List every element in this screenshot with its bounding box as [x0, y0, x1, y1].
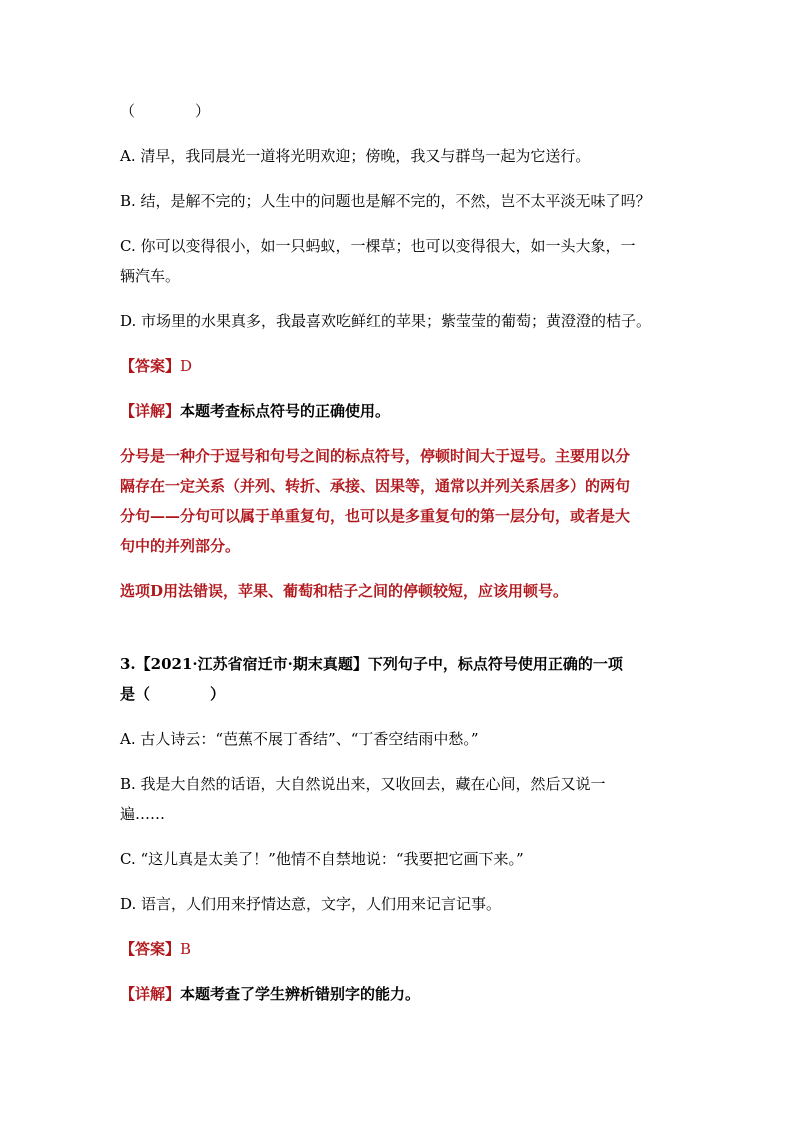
q2-detail-label: 【详解】 [120, 402, 181, 420]
q2-option-d-text: D. 市场里的水果真多，我最喜欢吃鲜红的苹果；紫莹莹的葡萄；黄澄澄的桔子。 [120, 312, 652, 330]
q2-answer-label: 【答案】 [120, 357, 181, 375]
q3-answer [120, 934, 680, 964]
q2-option-b-text: B. 结，是解不完的；人生中的问题也是解不完的，不然，岂不太平淡无味了吗？ [120, 192, 651, 210]
q2-option-c-line2: 辆汽车。 [120, 267, 181, 285]
q2-detail-text: 本题考查标点符号的正确使用。 [180, 402, 391, 420]
q3-answer-value: B [180, 940, 192, 958]
q3-stem [120, 649, 680, 709]
q2-explanation-line-3: 分句——分句可以属于单重复句，也可以是多重复句的第一层分句，或者是大 [120, 507, 631, 525]
q2-explanation-line-2: 隔存在一定关系（并列、转折、承接、因果等，通常以并列关系居多）的两句 [120, 477, 631, 495]
q3-option-b-line1: B. 我是大自然的话语，大自然说出来，又收回去，藏在心间，然后又说一 [120, 775, 606, 793]
q2-option-d [120, 306, 680, 336]
document-page [120, 96, 680, 1024]
q2-detail [120, 396, 680, 426]
q3-detail [120, 979, 680, 1009]
q3-option-a-text: A. 古人诗云：“芭蕉不展丁香结”、“丁香空结雨中愁。” [120, 730, 479, 748]
q2-answer [120, 351, 680, 381]
q2-answer-value: D [180, 357, 193, 375]
q3-option-c-text: C. “这儿真是太美了！”他情不自禁地说：“我要把它画下来。” [120, 850, 524, 868]
q3-detail-label: 【详解】 [120, 985, 181, 1003]
q3-option-b [120, 769, 680, 829]
q3-detail-text: 本题考查了学生辨析错别字的能力。 [180, 985, 421, 1003]
q2-explanation-line-4: 句中的并列部分。 [120, 537, 241, 555]
spacer [120, 621, 680, 649]
q3-option-a [120, 724, 680, 754]
q2-conclusion [120, 576, 680, 606]
q3-option-d [120, 889, 680, 919]
q2-option-a [120, 141, 680, 171]
q2-option-a-text: A. 清早，我同晨光一道将光明欢迎；傍晚，我又与群鸟一起为它送行。 [120, 147, 591, 165]
q3-answer-label: 【答案】 [120, 940, 181, 958]
q3-stem-line1: 下列句子中，标点符号使用正确的一项 [367, 655, 623, 673]
q3-option-b-line2: 遍…… [120, 805, 166, 823]
q2-paren-line [120, 96, 680, 126]
q3-number: 3. [120, 655, 136, 673]
q2-paren: （ ） [120, 102, 211, 120]
q2-option-b [120, 186, 680, 216]
q3-option-d-text: D. 语言，人们用来抒情达意，文字，人们用来记言记事。 [120, 895, 502, 913]
q3-source-tag: 【2021·江苏省宿迁市·期末真题】 [135, 655, 368, 673]
q2-option-c [120, 231, 680, 291]
q3-option-c [120, 844, 680, 874]
q2-option-c-line1: C. 你可以变得很小，如一只蚂蚁，一棵草；也可以变得很大，如一头大象，一 [120, 237, 636, 255]
q2-explanation-line-1: 分号是一种介于逗号和句号之间的标点符号，停顿时间大于逗号。主要用以分 [120, 447, 631, 465]
q2-conclusion-text: 选项D用法错误，苹果、葡萄和桔子之间的停顿较短，应该用顿号。 [120, 582, 569, 600]
q2-explanation [120, 441, 680, 561]
q3-stem-line2: 是（ ） [120, 685, 226, 703]
